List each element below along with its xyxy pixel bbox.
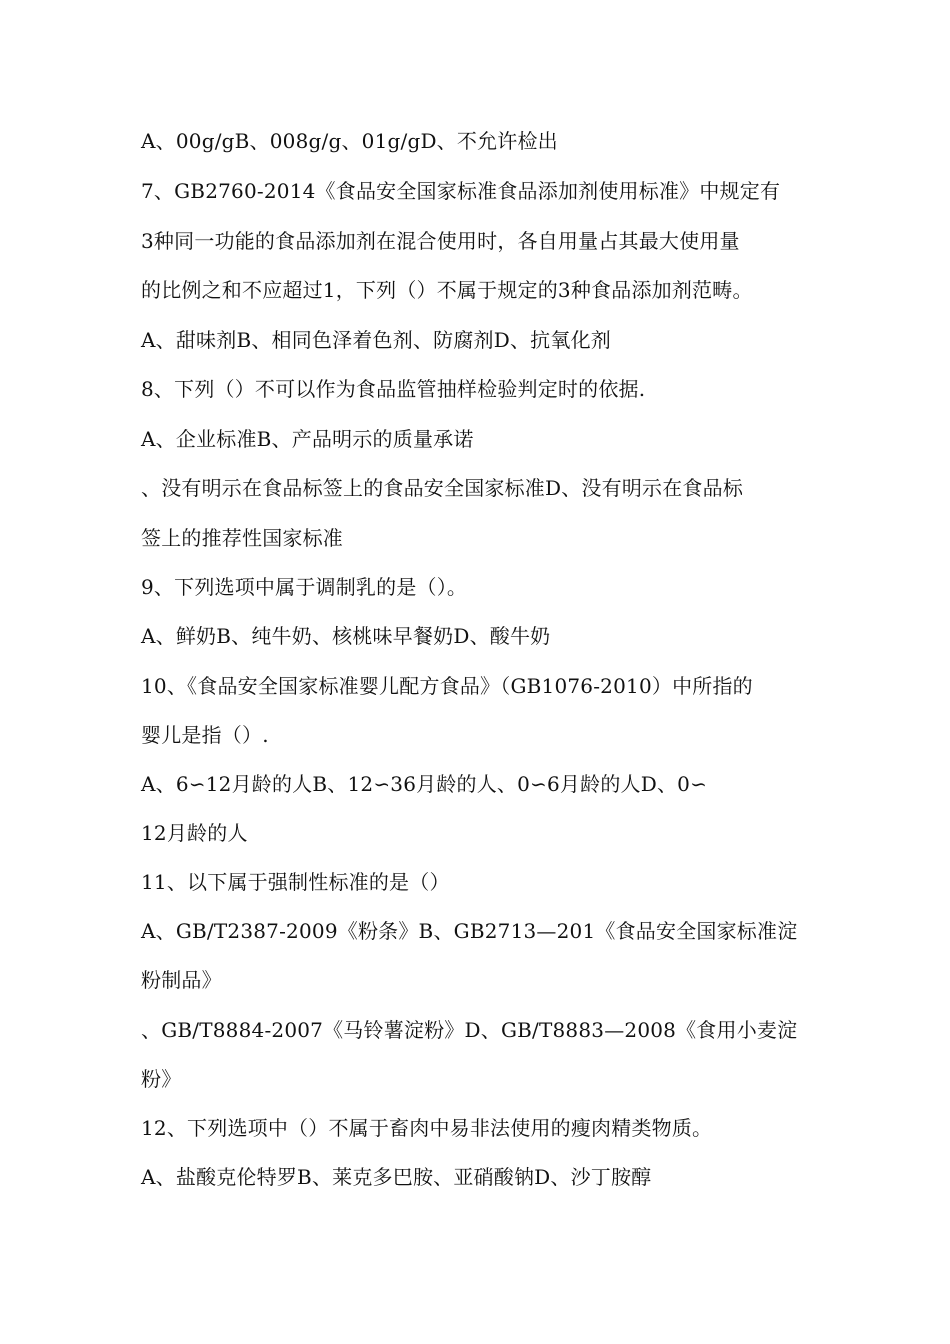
question-7-line-2: 3种同一功能的食品添加剂在混合使用时，各自用量占其最大使用量 bbox=[141, 229, 740, 253]
question-12-options: A、盐酸克伦特罗B、莱克多巴胺、亚硝酸钠D、沙丁胺醇 bbox=[141, 1165, 652, 1189]
question-11-options-line-3: 、GB/T8884-2007《马铃薯淀粉》D、GB/T8883—2008《食用小麦淀 bbox=[141, 1018, 798, 1042]
question-9: 9、下列选项中属于调制乳的是（）。 bbox=[141, 575, 468, 599]
question-10-options-line-2: 12月龄的人 bbox=[141, 821, 248, 845]
question-7-line-1: 7、GB2760-2014《食品安全国家标准食品添加剂使用标准》中规定有 bbox=[141, 179, 781, 203]
question-7-line-3: 的比例之和不应超过1，下列（）不属于规定的3种食品添加剂范畴。 bbox=[141, 278, 753, 302]
question-11-options-line-4: 粉》 bbox=[141, 1067, 182, 1091]
question-11-options-line-1: A、GB/T2387-2009《粉条》B、GB2713—201《食品安全国家标准淀 bbox=[141, 919, 798, 943]
question-7-options: A、甜味剂B、相同色泽着色剂、防腐剂D、抗氧化剂 bbox=[141, 328, 611, 352]
option-line-q6: A、00g/gB、008g/g、01g/gD、不允许检出 bbox=[141, 129, 558, 153]
question-12: 12、下列选项中（）不属于畜肉中易非法使用的瘦肉精类物质。 bbox=[141, 1116, 713, 1140]
question-8-options-line-2: 、没有明示在食品标签上的食品安全国家标准D、没有明示在食品标 bbox=[141, 476, 744, 500]
question-8-options-line-3: 签上的推荐性国家标准 bbox=[141, 526, 343, 550]
question-11-options-line-2: 粉制品》 bbox=[141, 968, 222, 992]
question-8: 8、下列（）不可以作为食品监管抽样检验判定时的依据. bbox=[141, 377, 646, 401]
question-10-options-line-1: A、6∽12月龄的人B、12∽36月龄的人、0∽6月龄的人D、0∽ bbox=[141, 772, 708, 796]
question-9-options: A、鲜奶B、纯牛奶、核桃味早餐奶D、酸牛奶 bbox=[141, 624, 551, 648]
question-10-line-2: 婴儿是指（）. bbox=[141, 723, 269, 747]
question-11: 11、以下属于强制性标准的是（） bbox=[141, 870, 450, 894]
question-10-line-1: 10、《食品安全国家标准婴儿配方食品》（GB1076-2010）中所指的 bbox=[141, 674, 753, 698]
question-8-options-line-1: A、企业标准B、产品明示的质量承诺 bbox=[141, 427, 474, 451]
